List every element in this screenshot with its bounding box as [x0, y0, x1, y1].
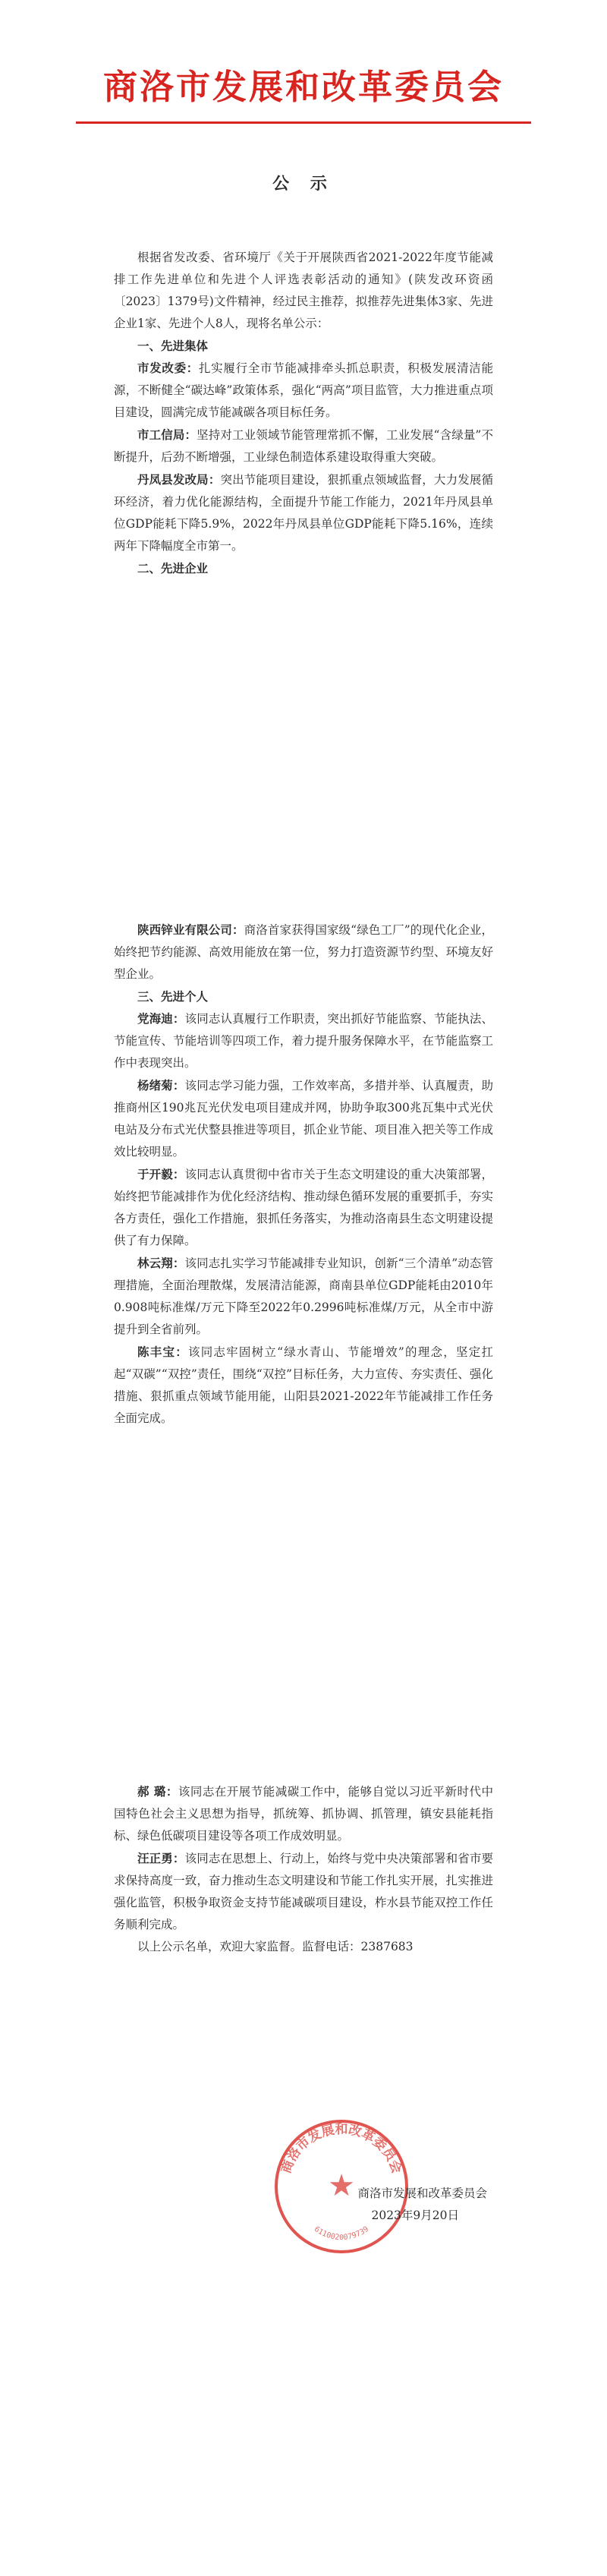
signature-org: 商洛市发展和改革委员会	[357, 2187, 487, 2200]
item-text: 坚持对工业领域节能管理常抓不懈，工业发展“含绿量”不断提升，后劲不断增强，工业绿色制造体系建设取得重大突破。	[114, 428, 493, 464]
body-block-3	[114, 1780, 493, 1958]
signature-date: 2023年9月20日	[371, 2209, 459, 2222]
intro-paragraph: 根据省发改委、省环境厅《关于开展陕西省2021-2022年度节能减排工作先进单位和先进个人评选表彰活动的通知》(陕发改环资函〔2023〕1379号)文件精神，经过民主推荐，拟推荐先进集体3家、先进企业1家、先进个人8人，现将名单公示：	[114, 251, 493, 330]
list-item	[114, 1847, 493, 1936]
header-red-rule	[76, 121, 531, 124]
item-text: 商洛首家获得国家级“绿色工厂”的现代化企业，始终把节约能源、高效用能放在第一位，努力打造资源节约型、环境友好型企业。	[114, 923, 493, 981]
item-text: 该同志在思想上、行动上，始终与党中央决策部署和省市要求保持高度一致，奋力推动生态文明建设和节能工作扎实开展，扎实推进强化监管，积极争取资金支持节能减碳项目建设，柞水县节能双控工作任务顺利完成。	[114, 1852, 493, 1931]
item-name: 陈丰宝：	[137, 1345, 188, 1359]
item-name: 丹凤县发改局：	[137, 472, 221, 487]
section-heading-enterprise: 二、先进企业	[137, 561, 209, 575]
item-name: 于开毅：	[137, 1167, 185, 1181]
item-text: 该同志扎实学习节能减排专业知识，创新“三个清单”动态管理措施，全面治理散煤，发展清洁能源，商南县单位GDP能耗由2010年0.908吨标准煤/万元下降至2022年0.2996吨标准煤/万元，从全市中游提升到全省前列。	[114, 1256, 493, 1336]
signature-area	[250, 2111, 501, 2278]
list-item	[114, 919, 493, 985]
item-name: 陕西锌业有限公司：	[137, 922, 244, 937]
list-item	[114, 1163, 493, 1252]
item-text: 该同志牢固树立“绿水青山、节能增效”的理念，坚定扛起“双碳”“双控”责任，围绕“双控”目标任务，大力宣传、夯实责任、强化措施、狠抓重点领域节能用能，山阳县2021-2022年节能减排工作任务全面完成。	[114, 1345, 493, 1425]
section-heading-individuals: 三、先进个人	[137, 989, 209, 1004]
closing-line: 以上公示名单，欢迎大家监督。监督电话：2387683	[137, 1940, 414, 1953]
body-block-2	[114, 919, 493, 1430]
list-item	[114, 1780, 493, 1847]
seal-number: 6110020079739	[312, 2224, 371, 2242]
section-heading-collective: 一、先进集体	[137, 339, 209, 353]
item-name: 汪正勇：	[137, 1851, 185, 1865]
body-block-1	[114, 247, 493, 579]
document-header	[0, 0, 607, 144]
item-text: 该同志认真履行工作职责，突出抓好节能监察、节能执法、节能宣传、节能培训等四项工作，着力提升服务保障水平，在节能监察工作中表现突出。	[114, 1012, 493, 1070]
list-item	[114, 1074, 493, 1163]
svg-text:商洛市发展和改革委员会	[278, 2121, 404, 2175]
item-text: 该同志认真贯彻中省市关于生态文明建设的重大决策部署，始终把节能减排作为优化经济结构、推动绿色循环发展的重要抓手，夯实各方责任，强化工作措施，狠抓任务落实，为推动洛南县生态文明建设提供了有力保障。	[114, 1168, 493, 1247]
document-title: 公 示	[272, 174, 335, 194]
svg-text:6110020079739	[313, 2225, 370, 2242]
list-item	[114, 424, 493, 468]
list-item	[114, 1007, 493, 1074]
item-name: 市工信局：	[137, 427, 197, 442]
item-name: 郝 璐：	[137, 1784, 178, 1799]
item-text: 该同志学习能力强，工作效率高，多措并举、认真履责，助推商州区190兆瓦光伏发电项目建成并网，协助争取300兆瓦集中式光伏电站及分布式光伏整县推进等项目，抓企业节能、项目准入把关等工作成效比较明显。	[114, 1079, 493, 1159]
list-item	[114, 1252, 493, 1341]
seal-star-icon: ★	[328, 2168, 355, 2203]
issuer-title: 商洛市发展和改革委员会	[102, 67, 504, 107]
list-item	[114, 357, 493, 424]
item-name: 市发改委：	[137, 361, 199, 375]
item-name: 党海迪：	[137, 1011, 185, 1026]
seal-text: 商洛市发展和改革委员会	[278, 2122, 404, 2176]
item-text: 该同志在开展节能减碳工作中，能够自觉以习近平新时代中国特色社会主义思想为指导，抓统筹、抓协调、抓管理，镇安县能耗指标、绿色低碳项目建设等各项工作成效明显。	[114, 1785, 493, 1843]
item-name: 杨绪菊：	[137, 1078, 185, 1093]
list-item	[114, 468, 493, 557]
list-item	[114, 1341, 493, 1430]
item-text: 扎实履行全市节能减排牵头抓总职责，积极发展清洁能源，不断健全“碳达峰”政策体系，强化“两高”项目监管，大力推进重点项目建设，圆满完成节能减碳各项目标任务。	[114, 361, 493, 419]
item-text: 突出节能项目建设，狠抓重点领域监督，大力发展循环经济，着力优化能源结构，全面提升节能工作能力，2021年丹凤县单位GDP能耗下降5.9%，2022年丹凤县单位GDP能耗下降5.16%，连续两年下降幅度全市第一。	[114, 473, 493, 553]
item-name: 林云翔：	[137, 1256, 185, 1270]
